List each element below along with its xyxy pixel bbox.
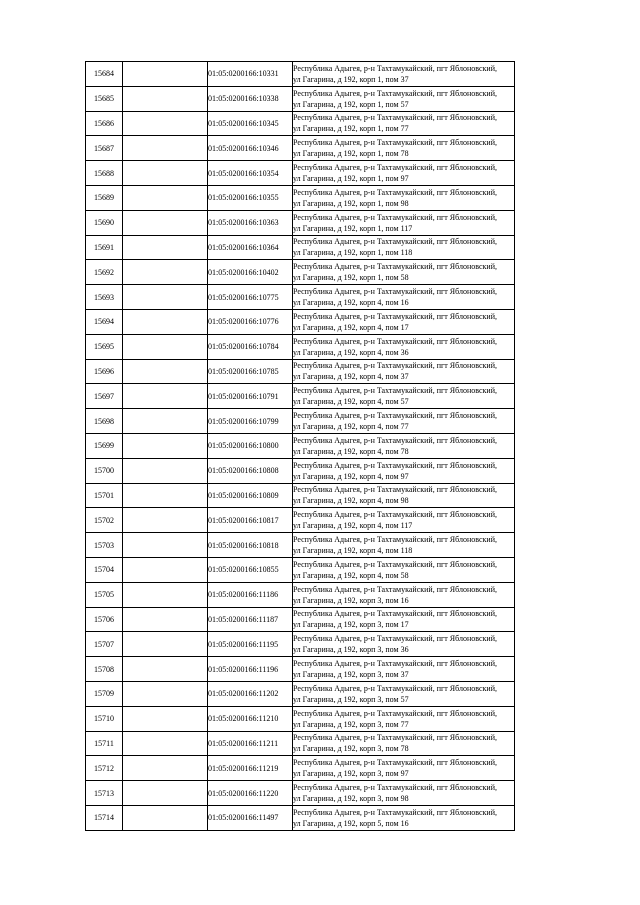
empty-cell bbox=[123, 260, 208, 285]
table-row bbox=[86, 781, 515, 806]
row-number: 15695 bbox=[86, 334, 123, 359]
address-line-2: ул Гагарина, д 192, корп 4, пом 16 bbox=[293, 298, 409, 308]
address-line-1: Республика Адыгея, р-н Тахтамукайский, пгт Яблоновский, bbox=[293, 212, 497, 222]
empty-cell bbox=[123, 433, 208, 458]
row-number: 15698 bbox=[86, 409, 123, 434]
table-row bbox=[86, 86, 515, 111]
table-row bbox=[86, 62, 515, 87]
empty-cell bbox=[123, 557, 208, 582]
row-number: 15696 bbox=[86, 359, 123, 384]
table-row bbox=[86, 433, 515, 458]
address-line-1: Республика Адыгея, р-н Тахтамукайский, пгт Яблоновский, bbox=[293, 262, 497, 272]
table-row bbox=[86, 136, 515, 161]
table-row bbox=[86, 706, 515, 731]
cadastral-number: 01:05:0200166:11196 bbox=[208, 657, 293, 682]
address-line-1: Республика Адыгея, р-н Тахтамукайский, пгт Яблоновский, bbox=[293, 287, 497, 297]
empty-cell bbox=[123, 681, 208, 706]
cadastral-number: 01:05:0200166:10338 bbox=[208, 86, 293, 111]
cadastral-number: 01:05:0200166:10345 bbox=[208, 111, 293, 136]
row-number: 15707 bbox=[86, 632, 123, 657]
empty-cell bbox=[123, 86, 208, 111]
table-row bbox=[86, 384, 515, 409]
address-line-1: Республика Адыгея, р-н Тахтамукайский, пгт Яблоновский, bbox=[293, 659, 497, 669]
address-cell bbox=[293, 409, 515, 434]
cadastral-number: 01:05:0200166:10355 bbox=[208, 185, 293, 210]
cadastral-number: 01:05:0200166:11187 bbox=[208, 607, 293, 632]
row-number: 15703 bbox=[86, 533, 123, 558]
cadastral-number: 01:05:0200166:11210 bbox=[208, 706, 293, 731]
address-cell bbox=[293, 260, 515, 285]
cadastral-number: 01:05:0200166:11195 bbox=[208, 632, 293, 657]
table-row bbox=[86, 681, 515, 706]
cadastral-number: 01:05:0200166:10855 bbox=[208, 557, 293, 582]
address-line-2: ул Гагарина, д 192, корп 3, пом 77 bbox=[293, 719, 409, 729]
address-cell bbox=[293, 632, 515, 657]
address-line-1: Республика Адыгея, р-н Тахтамукайский, пгт Яблоновский, bbox=[293, 708, 497, 718]
empty-cell bbox=[123, 582, 208, 607]
address-cell bbox=[293, 533, 515, 558]
empty-cell bbox=[123, 409, 208, 434]
address-line-1: Республика Адыгея, р-н Тахтамукайский, пгт Яблоновский, bbox=[293, 634, 497, 644]
empty-cell bbox=[123, 458, 208, 483]
registry-table-body bbox=[86, 62, 515, 831]
address-line-1: Республика Адыгея, р-н Тахтамукайский, пгт Яблоновский, bbox=[293, 783, 497, 792]
table-row bbox=[86, 210, 515, 235]
cadastral-number: 01:05:0200166:10808 bbox=[208, 458, 293, 483]
address-cell bbox=[293, 805, 515, 830]
registry-table bbox=[85, 61, 515, 831]
row-number: 15704 bbox=[86, 557, 123, 582]
address-cell bbox=[293, 508, 515, 533]
address-line-1: Республика Адыгея, р-н Тахтамукайский, пгт Яблоновский, bbox=[293, 535, 497, 545]
table-row bbox=[86, 533, 515, 558]
address-line-1: Республика Адыгея, р-н Тахтамукайский, пгт Яблоновский, bbox=[293, 584, 497, 594]
cadastral-number: 01:05:0200166:10785 bbox=[208, 359, 293, 384]
address-line-1: Республика Адыгея, р-н Тахтамукайский, пгт Яблоновский, bbox=[293, 733, 497, 743]
empty-cell bbox=[123, 781, 208, 806]
empty-cell bbox=[123, 285, 208, 310]
address-line-2: ул Гагарина, д 192, корп 3, пом 98 bbox=[293, 794, 409, 803]
table-row bbox=[86, 359, 515, 384]
empty-cell bbox=[123, 756, 208, 781]
address-cell bbox=[293, 483, 515, 508]
address-cell bbox=[293, 359, 515, 384]
address-line-1: Республика Адыгея, р-н Тахтамукайский, пгт Яблоновский, bbox=[293, 485, 497, 495]
address-line-1: Республика Адыгея, р-н Тахтамукайский, пгт Яблоновский, bbox=[293, 460, 497, 470]
address-line-1: Республика Адыгея, р-н Тахтамукайский, пгт Яблоновский, bbox=[293, 758, 497, 768]
address-line-2: ул Гагарина, д 192, корп 3, пом 78 bbox=[293, 744, 409, 754]
cadastral-number: 01:05:0200166:10784 bbox=[208, 334, 293, 359]
address-line-1: Республика Адыгея, р-н Тахтамукайский, пгт Яблоновский, bbox=[293, 807, 497, 817]
row-number: 15686 bbox=[86, 111, 123, 136]
address-line-1: Республика Адыгея, р-н Тахтамукайский, пгт Яблоновский, bbox=[293, 311, 497, 321]
address-line-2: ул Гагарина, д 192, корп 4, пом 78 bbox=[293, 446, 409, 456]
empty-cell bbox=[123, 533, 208, 558]
row-number: 15694 bbox=[86, 309, 123, 334]
address-cell bbox=[293, 86, 515, 111]
table-row bbox=[86, 632, 515, 657]
address-line-1: Республика Адыгея, р-н Тахтамукайский, пгт Яблоновский, bbox=[293, 435, 497, 445]
table-row bbox=[86, 235, 515, 260]
address-line-2: ул Гагарина, д 192, корп 4, пом 77 bbox=[293, 422, 409, 432]
address-line-2: ул Гагарина, д 192, корп 4, пом 117 bbox=[293, 521, 413, 531]
cadastral-number: 01:05:0200166:11211 bbox=[208, 731, 293, 756]
cadastral-number: 01:05:0200166:10331 bbox=[208, 62, 293, 87]
address-cell bbox=[293, 458, 515, 483]
row-number: 15713 bbox=[86, 781, 123, 806]
row-number: 15687 bbox=[86, 136, 123, 161]
row-number: 15706 bbox=[86, 607, 123, 632]
cadastral-number: 01:05:0200166:10818 bbox=[208, 533, 293, 558]
empty-cell bbox=[123, 384, 208, 409]
address-line-1: Республика Адыгея, р-н Тахтамукайский, пгт Яблоновский, bbox=[293, 187, 497, 197]
cadastral-number: 01:05:0200166:11219 bbox=[208, 756, 293, 781]
empty-cell bbox=[123, 334, 208, 359]
row-number: 15712 bbox=[86, 756, 123, 781]
address-line-2: ул Гагарина, д 192, корп 5, пом 16 bbox=[293, 818, 409, 828]
empty-cell bbox=[123, 508, 208, 533]
cadastral-number: 01:05:0200166:10809 bbox=[208, 483, 293, 508]
table-row bbox=[86, 557, 515, 582]
row-number: 15711 bbox=[86, 731, 123, 756]
address-line-2: ул Гагарина, д 192, корп 3, пом 57 bbox=[293, 694, 409, 704]
row-number: 15684 bbox=[86, 62, 123, 87]
empty-cell bbox=[123, 136, 208, 161]
address-cell bbox=[293, 731, 515, 756]
row-number: 15710 bbox=[86, 706, 123, 731]
table-row bbox=[86, 458, 515, 483]
address-line-1: Республика Адыгея, р-н Тахтамукайский, пгт Яблоновский, bbox=[293, 559, 497, 569]
address-line-1: Республика Адыгея, р-н Тахтамукайский, пгт Яблоновский, bbox=[293, 237, 497, 247]
address-line-1: Республика Адыгея, р-н Тахтамукайский, пгт Яблоновский, bbox=[293, 683, 497, 693]
cadastral-number: 01:05:0200166:10799 bbox=[208, 409, 293, 434]
address-line-2: ул Гагарина, д 192, корп 3, пом 37 bbox=[293, 670, 409, 680]
table-row bbox=[86, 285, 515, 310]
address-line-1: Республика Адыгея, р-н Тахтамукайский, пгт Яблоновский, bbox=[293, 336, 497, 346]
address-line-2: ул Гагарина, д 192, корп 1, пом 118 bbox=[293, 248, 413, 258]
cadastral-number: 01:05:0200166:10363 bbox=[208, 210, 293, 235]
row-number: 15689 bbox=[86, 185, 123, 210]
empty-cell bbox=[123, 805, 208, 830]
row-number: 15702 bbox=[86, 508, 123, 533]
empty-cell bbox=[123, 161, 208, 186]
row-number: 15708 bbox=[86, 657, 123, 682]
table-row bbox=[86, 309, 515, 334]
address-line-1: Республика Адыгея, р-н Тахтамукайский, пгт Яблоновский, bbox=[293, 411, 497, 421]
empty-cell bbox=[123, 235, 208, 260]
table-row bbox=[86, 483, 515, 508]
row-number: 15714 bbox=[86, 805, 123, 830]
table-row bbox=[86, 607, 515, 632]
address-cell bbox=[293, 781, 515, 806]
row-number: 15697 bbox=[86, 384, 123, 409]
address-line-2: ул Гагарина, д 192, корп 1, пом 57 bbox=[293, 99, 409, 109]
table-row bbox=[86, 508, 515, 533]
empty-cell bbox=[123, 706, 208, 731]
address-line-1: Республика Адыгея, р-н Тахтамукайский, пгт Яблоновский, bbox=[293, 138, 497, 148]
row-number: 15685 bbox=[86, 86, 123, 111]
address-line-1: Республика Адыгея, р-н Тахтамукайский, пгт Яблоновский, bbox=[293, 113, 497, 123]
table-row bbox=[86, 260, 515, 285]
address-line-2: ул Гагарина, д 192, корп 4, пом 98 bbox=[293, 496, 409, 506]
cadastral-number: 01:05:0200166:11186 bbox=[208, 582, 293, 607]
empty-cell bbox=[123, 731, 208, 756]
address-line-2: ул Гагарина, д 192, корп 4, пом 37 bbox=[293, 372, 409, 382]
address-line-2: ул Гагарина, д 192, корп 4, пом 17 bbox=[293, 322, 409, 332]
address-line-2: ул Гагарина, д 192, корп 3, пом 16 bbox=[293, 595, 409, 605]
cadastral-number: 01:05:0200166:10354 bbox=[208, 161, 293, 186]
address-cell bbox=[293, 185, 515, 210]
table-row bbox=[86, 731, 515, 756]
address-line-2: ул Гагарина, д 192, корп 1, пом 77 bbox=[293, 124, 409, 134]
row-number: 15709 bbox=[86, 681, 123, 706]
cadastral-number: 01:05:0200166:10791 bbox=[208, 384, 293, 409]
address-line-1: Республика Адыгея, р-н Тахтамукайский, пгт Яблоновский, bbox=[293, 63, 497, 73]
address-line-2: ул Гагарина, д 192, корп 1, пом 37 bbox=[293, 74, 409, 84]
address-cell bbox=[293, 285, 515, 310]
address-line-2: ул Гагарина, д 192, корп 1, пом 97 bbox=[293, 174, 409, 184]
cadastral-number: 01:05:0200166:10364 bbox=[208, 235, 293, 260]
table-row bbox=[86, 582, 515, 607]
address-cell bbox=[293, 607, 515, 632]
address-line-2: ул Гагарина, д 192, корп 3, пом 17 bbox=[293, 620, 409, 630]
address-line-2: ул Гагарина, д 192, корп 3, пом 97 bbox=[293, 769, 409, 779]
address-cell bbox=[293, 433, 515, 458]
empty-cell bbox=[123, 111, 208, 136]
address-line-1: Республика Адыгея, р-н Тахтамукайский, пгт Яблоновский, bbox=[293, 163, 497, 173]
address-line-2: ул Гагарина, д 192, корп 1, пом 98 bbox=[293, 198, 409, 208]
address-cell bbox=[293, 62, 515, 87]
table-row bbox=[86, 756, 515, 781]
cadastral-number: 01:05:0200166:10775 bbox=[208, 285, 293, 310]
row-number: 15690 bbox=[86, 210, 123, 235]
table-row bbox=[86, 111, 515, 136]
empty-cell bbox=[123, 185, 208, 210]
address-line-1: Республика Адыгея, р-н Тахтамукайский, пгт Яблоновский, bbox=[293, 88, 497, 98]
row-number: 15699 bbox=[86, 433, 123, 458]
address-line-2: ул Гагарина, д 192, корп 1, пом 58 bbox=[293, 273, 409, 283]
address-cell bbox=[293, 657, 515, 682]
address-line-2: ул Гагарина, д 192, корп 4, пом 36 bbox=[293, 347, 409, 357]
address-line-2: ул Гагарина, д 192, корп 1, пом 78 bbox=[293, 149, 409, 159]
cadastral-number: 01:05:0200166:10817 bbox=[208, 508, 293, 533]
address-line-2: ул Гагарина, д 192, корп 4, пом 118 bbox=[293, 546, 413, 556]
address-cell bbox=[293, 384, 515, 409]
address-line-1: Республика Адыгея, р-н Тахтамукайский, пгт Яблоновский, bbox=[293, 510, 497, 520]
row-number: 15693 bbox=[86, 285, 123, 310]
address-line-2: ул Гагарина, д 192, корп 3, пом 36 bbox=[293, 645, 409, 655]
cadastral-number: 01:05:0200166:11220 bbox=[208, 781, 293, 806]
empty-cell bbox=[123, 210, 208, 235]
cadastral-number: 01:05:0200166:10402 bbox=[208, 260, 293, 285]
address-cell bbox=[293, 161, 515, 186]
cadastral-number: 01:05:0200166:10346 bbox=[208, 136, 293, 161]
empty-cell bbox=[123, 359, 208, 384]
empty-cell bbox=[123, 309, 208, 334]
address-line-2: ул Гагарина, д 192, корп 4, пом 57 bbox=[293, 397, 409, 407]
address-cell bbox=[293, 582, 515, 607]
table-row bbox=[86, 657, 515, 682]
empty-cell bbox=[123, 607, 208, 632]
address-cell bbox=[293, 210, 515, 235]
address-cell bbox=[293, 235, 515, 260]
table-row bbox=[86, 161, 515, 186]
address-cell bbox=[293, 756, 515, 781]
address-line-2: ул Гагарина, д 192, корп 4, пом 97 bbox=[293, 471, 409, 481]
address-line-1: Республика Адыгея, р-н Тахтамукайский, пгт Яблоновский, bbox=[293, 361, 497, 371]
empty-cell bbox=[123, 632, 208, 657]
cadastral-number: 01:05:0200166:11202 bbox=[208, 681, 293, 706]
cadastral-number: 01:05:0200166:10800 bbox=[208, 433, 293, 458]
address-cell bbox=[293, 557, 515, 582]
address-cell bbox=[293, 309, 515, 334]
cadastral-number: 01:05:0200166:10776 bbox=[208, 309, 293, 334]
address-line-2: ул Гагарина, д 192, корп 4, пом 58 bbox=[293, 570, 409, 580]
empty-cell bbox=[123, 657, 208, 682]
address-line-2: ул Гагарина, д 192, корп 1, пом 117 bbox=[293, 223, 413, 233]
table-row bbox=[86, 409, 515, 434]
row-number: 15691 bbox=[86, 235, 123, 260]
address-cell bbox=[293, 136, 515, 161]
row-number: 15701 bbox=[86, 483, 123, 508]
address-cell bbox=[293, 706, 515, 731]
address-line-1: Республика Адыгея, р-н Тахтамукайский, пгт Яблоновский, bbox=[293, 386, 497, 396]
cadastral-number: 01:05:0200166:11497 bbox=[208, 805, 293, 830]
empty-cell bbox=[123, 483, 208, 508]
row-number: 15692 bbox=[86, 260, 123, 285]
table-row bbox=[86, 805, 515, 830]
address-cell bbox=[293, 334, 515, 359]
row-number: 15705 bbox=[86, 582, 123, 607]
table-row bbox=[86, 334, 515, 359]
table-row bbox=[86, 185, 515, 210]
address-cell bbox=[293, 681, 515, 706]
address-line-1: Республика Адыгея, р-н Тахтамукайский, пгт Яблоновский, bbox=[293, 609, 497, 619]
empty-cell bbox=[123, 62, 208, 87]
address-cell bbox=[293, 111, 515, 136]
row-number: 15688 bbox=[86, 161, 123, 186]
row-number: 15700 bbox=[86, 458, 123, 483]
